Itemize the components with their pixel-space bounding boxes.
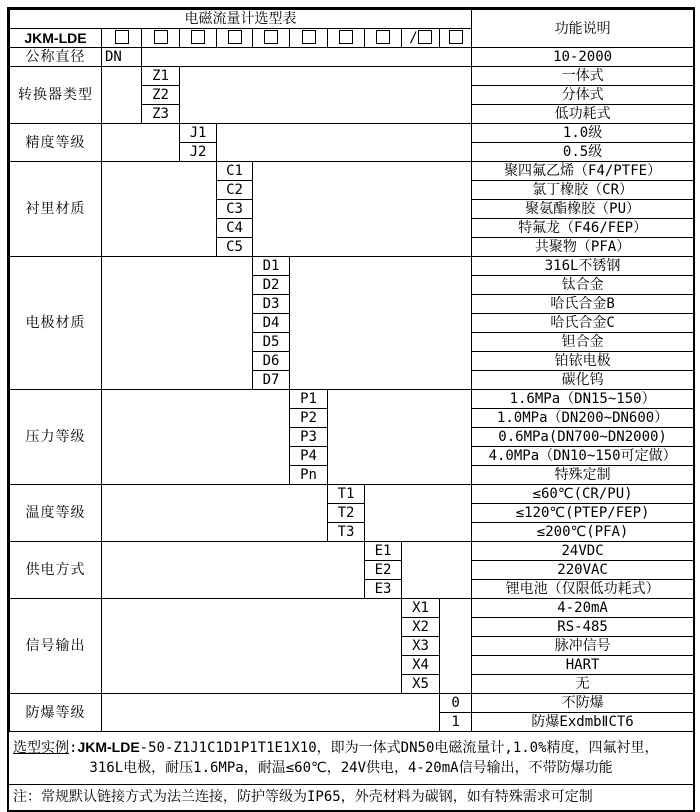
spacer-cell	[102, 257, 253, 390]
desc-cell: 220VAC	[472, 561, 694, 580]
spacer-cell	[365, 485, 472, 542]
code-cell: C1	[217, 162, 253, 181]
code-cell: P3	[290, 428, 328, 447]
desc-cell: 特氟龙（F46/FEP）	[472, 219, 694, 238]
code-cell: D2	[253, 276, 290, 295]
section-label: 防爆等级	[10, 694, 102, 732]
checkbox-icon	[191, 30, 205, 44]
code-cell: C3	[217, 200, 253, 219]
desc-cell: 聚四氟乙烯（F4/PTFE）	[472, 162, 694, 181]
section-label: 压力等级	[10, 390, 102, 485]
code-cell: Z2	[142, 86, 180, 105]
model-digit-cell	[102, 29, 142, 48]
desc-cell: 0.6MPa(DN700~DN2000)	[472, 428, 694, 447]
desc-cell: 无	[472, 675, 694, 694]
checkbox-icon	[449, 30, 463, 44]
code-cell: T3	[328, 523, 365, 542]
spacer-cell	[402, 542, 472, 599]
code-cell: D5	[253, 333, 290, 352]
code-cell: T2	[328, 504, 365, 523]
desc-cell: 防爆ExdmbⅡCT6	[472, 713, 694, 732]
section-label: 温度等级	[10, 485, 102, 542]
code-cell: E2	[365, 561, 402, 580]
code-cell: Pn	[290, 466, 328, 485]
model-digit-cell	[253, 29, 290, 48]
desc-cell: 脉冲信号	[472, 637, 694, 656]
spacer-cell	[102, 162, 217, 257]
spacer-cell	[102, 485, 328, 542]
function-desc-header: 功能说明	[472, 10, 694, 48]
example-block	[9, 732, 693, 785]
code-cell: X4	[402, 656, 440, 675]
code-cell: D4	[253, 314, 290, 333]
checkbox-icon	[228, 30, 242, 44]
checkbox-icon	[264, 30, 278, 44]
example-line-2: 316L电极，耐压1.6MPa，耐温≤60℃，24V供电，4-20mA信号输出，不带防爆功能	[89, 760, 613, 776]
desc-cell: ≤200℃(PFA)	[472, 523, 694, 542]
code-cell: Z3	[142, 105, 180, 124]
desc-cell: 316L不锈钢	[472, 257, 694, 276]
model-code: JKM-LDE	[10, 29, 102, 48]
example-model: JKM-LDE	[77, 739, 140, 755]
example-colon: :	[69, 740, 78, 756]
code-cell: X2	[402, 618, 440, 637]
code-cell: X3	[402, 637, 440, 656]
section-label: 转换器类型	[10, 67, 102, 124]
code-cell: 0	[440, 694, 472, 713]
code-cell: P4	[290, 447, 328, 466]
section-label: 供电方式	[10, 542, 102, 599]
checkbox-icon	[154, 30, 168, 44]
example-line-1	[13, 737, 689, 758]
desc-cell: 碳化钨	[472, 371, 694, 390]
spacer-cell	[142, 48, 472, 67]
spacer-cell	[102, 124, 180, 162]
selection-table	[9, 9, 694, 732]
code-cell: E1	[365, 542, 402, 561]
desc-cell: 锂电池（仅限低功耗式）	[472, 580, 694, 599]
model-digit-cell	[142, 29, 180, 48]
code-cell: D3	[253, 295, 290, 314]
note-line: 注：常规默认链接方式为法兰连接，防护等级为IP65，外壳材料为碳钢，如有特殊需求可定制	[13, 789, 593, 805]
desc-cell: 不防爆	[472, 694, 694, 713]
section-label: 精度等级	[10, 124, 102, 162]
desc-cell: 聚氨酯橡胶（PU）	[472, 200, 694, 219]
example-rest: -50-Z1J1C1D1P1T1E1X10，即为一体式DN50电磁流量计,1.0%精度，四氟衬里，	[139, 740, 659, 756]
selection-sheet	[7, 7, 695, 812]
code-cell: D6	[253, 352, 290, 371]
model-digit-cell	[180, 29, 217, 48]
desc-cell: ≤60℃(CR/PU)	[472, 485, 694, 504]
spacer-cell	[253, 162, 472, 257]
section-label: 公称直径	[10, 48, 102, 67]
desc-cell: 氯丁橡胶（CR）	[472, 181, 694, 200]
desc-cell: 共聚物（PFA）	[472, 238, 694, 257]
code-cell: C4	[217, 219, 253, 238]
code-cell: 1	[440, 713, 472, 732]
model-digit-cell	[440, 29, 472, 48]
code-cell: C5	[217, 238, 253, 257]
spacer-cell	[102, 599, 402, 694]
spacer-cell	[217, 124, 472, 162]
desc-cell: 哈氏合金C	[472, 314, 694, 333]
section-label: 衬里材质	[10, 162, 102, 257]
model-digit-cell	[402, 29, 440, 48]
desc-cell: 10-2000	[472, 48, 694, 67]
desc-cell: 低功耗式	[472, 105, 694, 124]
checkbox-icon	[418, 30, 432, 44]
code-cell: J2	[180, 143, 217, 162]
desc-cell: 一体式	[472, 67, 694, 86]
spacer-cell	[290, 257, 472, 390]
desc-cell: 特殊定制	[472, 466, 694, 485]
spacer-cell	[102, 694, 440, 732]
desc-cell: 1.0级	[472, 124, 694, 143]
desc-cell: 0.5级	[472, 143, 694, 162]
spacer-cell	[328, 390, 472, 485]
code-cell: P1	[290, 390, 328, 409]
spacer-cell	[102, 67, 142, 124]
code-cell: D7	[253, 371, 290, 390]
spacer-cell	[180, 67, 472, 124]
desc-cell: ≤120℃(PTEP/FEP)	[472, 504, 694, 523]
code-cell: C2	[217, 181, 253, 200]
example-prefix: 选型实例	[13, 740, 69, 756]
spacer-cell	[102, 542, 365, 599]
desc-cell: RS-485	[472, 618, 694, 637]
slash-mark: /	[409, 30, 418, 46]
code-cell: Z1	[142, 67, 180, 86]
table-title: 电磁流量计选型表	[10, 10, 472, 29]
desc-cell: 4-20mA	[472, 599, 694, 618]
code-cell: DN	[102, 48, 142, 67]
desc-cell: 1.0MPa（DN200~DN600）	[472, 409, 694, 428]
code-cell: X5	[402, 675, 440, 694]
model-digit-cell	[328, 29, 365, 48]
section-label: 电极材质	[10, 257, 102, 390]
desc-cell: 1.6MPa（DN15~150）	[472, 390, 694, 409]
checkbox-icon	[115, 30, 129, 44]
checkbox-icon	[302, 30, 316, 44]
model-digit-cell	[217, 29, 253, 48]
model-digit-cell	[365, 29, 402, 48]
desc-cell: HART	[472, 656, 694, 675]
code-cell: T1	[328, 485, 365, 504]
code-cell: P2	[290, 409, 328, 428]
checkbox-icon	[376, 30, 390, 44]
desc-cell: 哈氏合金B	[472, 295, 694, 314]
model-digit-cell	[290, 29, 328, 48]
code-cell: E3	[365, 580, 402, 599]
desc-cell: 铂铱电极	[472, 352, 694, 371]
desc-cell: 钛合金	[472, 276, 694, 295]
spacer-cell	[440, 599, 472, 694]
desc-cell: 24VDC	[472, 542, 694, 561]
code-cell: D1	[253, 257, 290, 276]
section-label: 信号输出	[10, 599, 102, 694]
code-cell: J1	[180, 124, 217, 143]
code-cell: X1	[402, 599, 440, 618]
checkbox-icon	[339, 30, 353, 44]
desc-cell: 4.0MPa（DN10~150可定做）	[472, 447, 694, 466]
spacer-cell	[102, 390, 290, 485]
desc-cell: 分体式	[472, 86, 694, 105]
desc-cell: 钽合金	[472, 333, 694, 352]
